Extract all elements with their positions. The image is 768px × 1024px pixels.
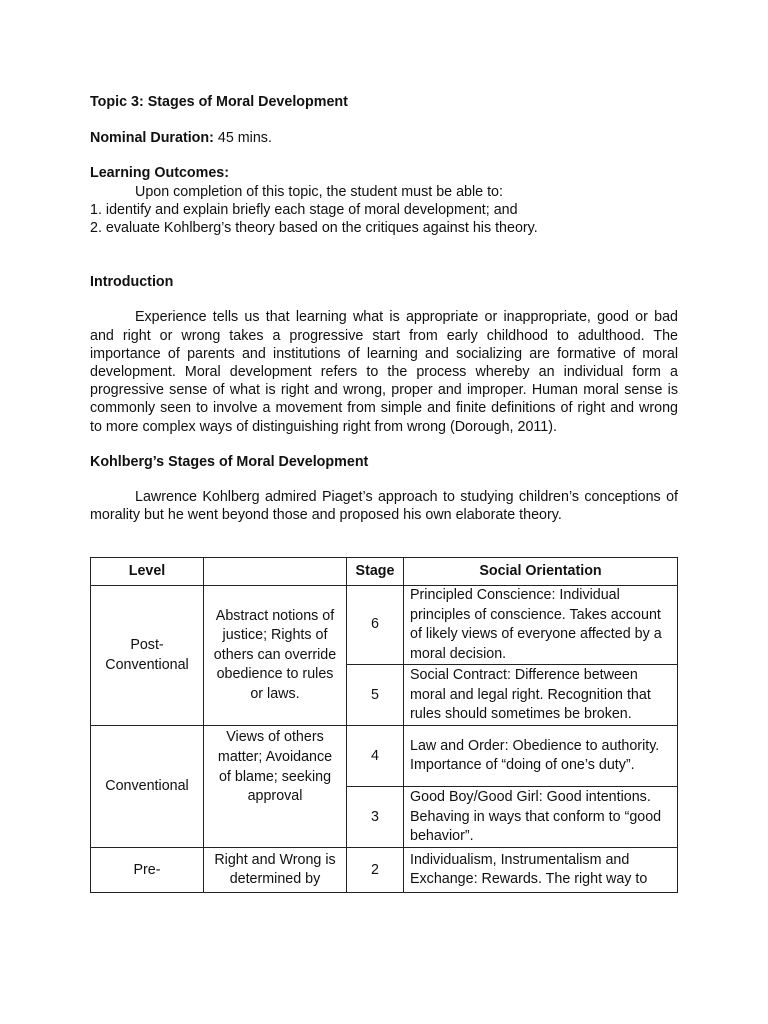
table-row (91, 848, 678, 893)
table-row (91, 586, 678, 665)
learning-outcome-item: 2. evaluate Kohlberg’s theory based on the critiques against his theory. (90, 220, 538, 237)
learning-outcomes-heading: Learning Outcomes: (90, 165, 230, 182)
stage-orientation: Law and Order: Obedience to authority. Importance of “doing of one’s duty”. (404, 726, 678, 787)
stage-number: 6 (347, 586, 404, 665)
stage-number: 4 (347, 726, 404, 787)
level-conventional: Conventional (91, 726, 204, 848)
level-post-conventional: Post-Conventional (91, 586, 204, 726)
learning-outcome-item: 1. identify and explain briefly each stage of moral development; and (90, 201, 518, 218)
table-row (91, 726, 678, 787)
kohlberg-paragraph: Lawrence Kohlberg admired Piaget’s approach to studying children’s conceptions of morality but he went beyond those and proposed his own elaborate theory. (90, 489, 678, 524)
learning-outcomes-intro: Upon completion of this topic, the student must be able to: (135, 183, 503, 200)
introduction-paragraph: Experience tells us that learning what is appropriate or inappropriate, good or bad and right or wrong takes a progressive start from early childhood to adulthood. The importance of parents and institutions of learning and socializing are formative of moral development. Moral development refers to the process whereby an individual form a progressive sense of what is right and wrong, proper and improper. Human moral sense is commonly seen to involve a movement from simple and finite definitions of right and wrong to more complex ways of distinguishing right from wrong (Dorough, 2011). (90, 309, 678, 435)
document-page (90, 93, 678, 524)
level-description: Right and Wrong is determined by (204, 848, 347, 893)
duration-value: 45 mins. (213, 130, 272, 147)
table-header-row (91, 558, 678, 586)
header-stage: Stage (347, 558, 404, 586)
moral-stages-table (90, 557, 678, 893)
stage-orientation: Individualism, Instrumentalism and Exchange: Rewards. The right way to (404, 848, 678, 893)
introduction-heading: Introduction (90, 274, 174, 291)
stage-orientation: Good Boy/Good Girl: Good intentions. Behaving in ways that conform to “good behavior”. (404, 787, 678, 848)
level-description: Abstract notions of justice; Rights of others can override obedience to rules or laws. (204, 586, 347, 726)
header-level: Level (91, 558, 204, 586)
stage-orientation: Principled Conscience: Individual principles of conscience. Takes account of likely views of everyone affected by a moral decision. (404, 586, 678, 665)
header-blank (204, 558, 347, 586)
kohlberg-heading: Kohlberg’s Stages of Moral Development (90, 453, 369, 470)
stage-number: 2 (347, 848, 404, 893)
stage-orientation: Social Contract: Difference between moral and legal right. Recognition that rules should sometimes be broken. (404, 665, 678, 726)
header-orientation: Social Orientation (404, 558, 678, 586)
duration-label: Nominal Duration: (90, 130, 214, 147)
topic-title: Topic 3: Stages of Moral Development (90, 94, 348, 110)
stage-number: 5 (347, 665, 404, 726)
stage-number: 3 (347, 787, 404, 848)
level-description: Views of others matter; Avoidance of blame; seeking approval (204, 726, 347, 848)
duration-line (90, 129, 678, 147)
level-pre-conventional: Pre- (91, 848, 204, 893)
